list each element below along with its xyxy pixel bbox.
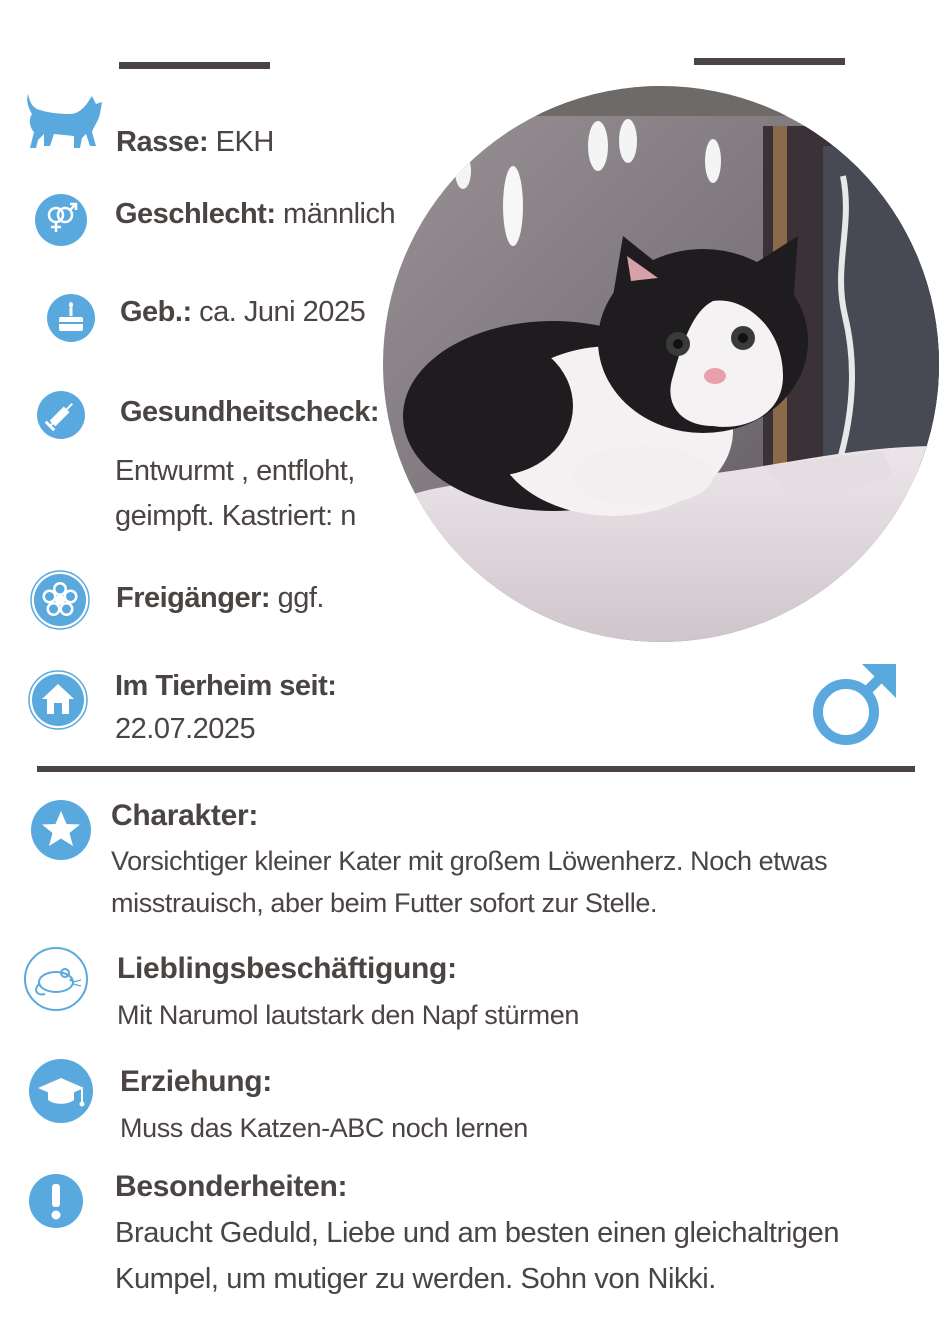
kitten-photo <box>383 86 939 642</box>
fact-geb-label: Geb.: <box>120 296 192 328</box>
fact-gesundheit-value-2: geimpft. Kastriert: n <box>115 500 356 532</box>
lieblings-line-1: Mit Narumol lautstark den Napf stürmen <box>117 1000 579 1030</box>
besonder-title: Besonderheiten: <box>115 1170 348 1203</box>
mouse-icon <box>23 946 89 1012</box>
fact-freigaenger-value: ggf. <box>270 582 324 614</box>
fact-geschlecht <box>115 198 395 231</box>
star-icon <box>30 799 92 861</box>
charakter-line-2: misstrauisch, aber beim Futter sofort zur Stelle. <box>111 888 658 918</box>
fact-freigaenger <box>116 582 324 615</box>
fact-geschlecht-value: männlich <box>275 198 396 230</box>
besonder-line-2: Kumpel, um mutiger zu werden. Sohn von Nikki. <box>115 1263 716 1295</box>
erziehung-title: Erziehung: <box>120 1065 272 1098</box>
exclamation-icon <box>28 1173 84 1229</box>
besonder-line-1: Braucht Geduld, Liebe und am besten einen gleichaltrigen <box>115 1217 840 1249</box>
fact-rasse <box>116 126 274 159</box>
erziehung-line-1: Muss das Katzen-ABC noch lernen <box>120 1113 528 1143</box>
fact-geschlecht-label: Geschlecht: <box>115 198 276 230</box>
fact-rasse-value: EKH <box>208 126 274 158</box>
charakter-text <box>111 840 911 924</box>
fact-freigaenger-label: Freigänger: <box>116 582 271 614</box>
top-rule-left <box>119 62 270 69</box>
fact-tierheim-label: Im Tierheim seit: <box>115 670 337 702</box>
charakter-line-1: Vorsichtiger kleiner Kater mit großem Löwenherz. Noch etwas <box>111 846 828 876</box>
fact-gesundheit-label-row <box>120 396 379 429</box>
besonder-text <box>115 1210 925 1302</box>
top-rule-right <box>694 58 845 65</box>
syringe-icon <box>36 390 86 440</box>
fact-gesundheit-label: Gesundheitscheck: <box>120 396 380 428</box>
flower-icon <box>30 570 90 630</box>
gender-icon <box>34 193 88 247</box>
graduation-cap-icon <box>28 1058 94 1124</box>
fact-gesundheit-value-1: Entwurmt , entfloht, <box>115 455 355 487</box>
fact-tierheim-value: 22.07.2025 <box>115 713 256 745</box>
fact-rasse-label: Rasse: <box>116 126 209 158</box>
cat-icon <box>26 94 106 152</box>
male-icon <box>810 660 900 748</box>
fact-geb <box>120 296 365 329</box>
fact-geb-value: ca. Juni 2025 <box>191 296 366 328</box>
erziehung-text <box>120 1107 900 1149</box>
house-icon <box>28 670 88 730</box>
lieblings-text <box>117 994 907 1036</box>
fact-tierheim-label-row <box>115 670 336 703</box>
section-divider <box>37 766 915 772</box>
lieblings-title: Lieblingsbeschäftigung: <box>117 952 457 985</box>
birthday-cake-icon <box>46 293 96 343</box>
charakter-title: Charakter: <box>111 799 259 832</box>
